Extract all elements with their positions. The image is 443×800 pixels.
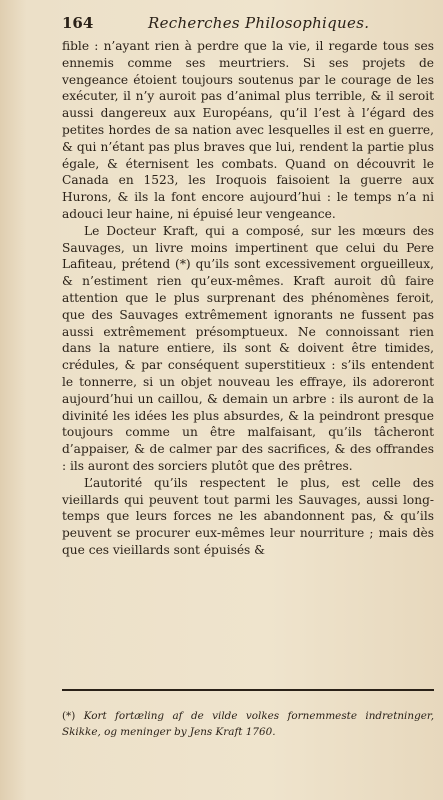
running-head: Recherches Philosophiques. — [148, 14, 370, 32]
footnote-mark: (*) — [62, 710, 76, 722]
footnote-text: Kort fortæling af de vilde volkes fornemmeste indretninger, Skikke, og meninger by Jens Kraft 1760. — [62, 710, 434, 738]
body-text — [62, 38, 434, 559]
footnote-rule — [62, 689, 434, 691]
paragraph-2: Le Docteur Kraft, qui a composé, sur les mœurs des Sauvages, un livre moins impertinent que celui du Pere Lafiteau, prétend (*) qu’ils sont excessivement orgueilleux, & n’estiment rien qu’eux-mêmes. Kraft auroit dû faire attention que le plus surprenant des phénomènes feroit, que des Sauvages extrêmement ignorants ne fussent pas aussi extrêmement présomptueux. Ne connoissant rien dans la nature entiere, ils sont & doivent être timides, crédules, & par conséquent superstitieux : s’ils entendent le tonnerre, si un objet nouveau les effraye, ils adoreront aujourd’hui un caillou, & demain un arbre : ils auront de la divinité les idées les plus absurdes, & la peindront presque toujours comme un être malfaisant, qu’ils tâcheront d’appaiser, & de calmer par des sacrifices, & des offrandes : ils auront des sorciers plutôt que des prêtres. — [62, 223, 434, 473]
footnote — [62, 708, 434, 740]
paragraph-1: fible : n’ayant rien à perdre que la vie, il regarde tous ses ennemis comme ses meurtriers. Si ses projets de vengeance étoient toujours soutenus par le courage de les exécuter, il n’y auroit pas d’animal plus terrible, & il seroit aussi dangereux aux Européans, qu’il l’est à l’égard des petites hordes de sa nation avec lesquelles il est en guerre, & qui n’étant pas plus braves que lui, rendent la partie plus égale, & éternisent les combats. Quand on découvrit le Canada en 1523, les Iroquois faisoient la guerre aux Hurons, & ils la font encore aujourd’hui : le temps n’a ni adouci leur haine, ni épuisé leur vengeance. — [62, 39, 434, 221]
paragraph-3: L’autorité qu’ils respectent le plus, est celle des vieillards qui peuvent tout parmi les Sauvages, aussi long-temps que leurs forces ne les abandonnent pas, & qu’ils peuvent se procurer eux-mêmes leur nourriture ; mais dès que ces vieillards sont épuisés & — [62, 475, 434, 557]
page-number: 164 — [62, 14, 94, 32]
page-header — [62, 14, 434, 36]
